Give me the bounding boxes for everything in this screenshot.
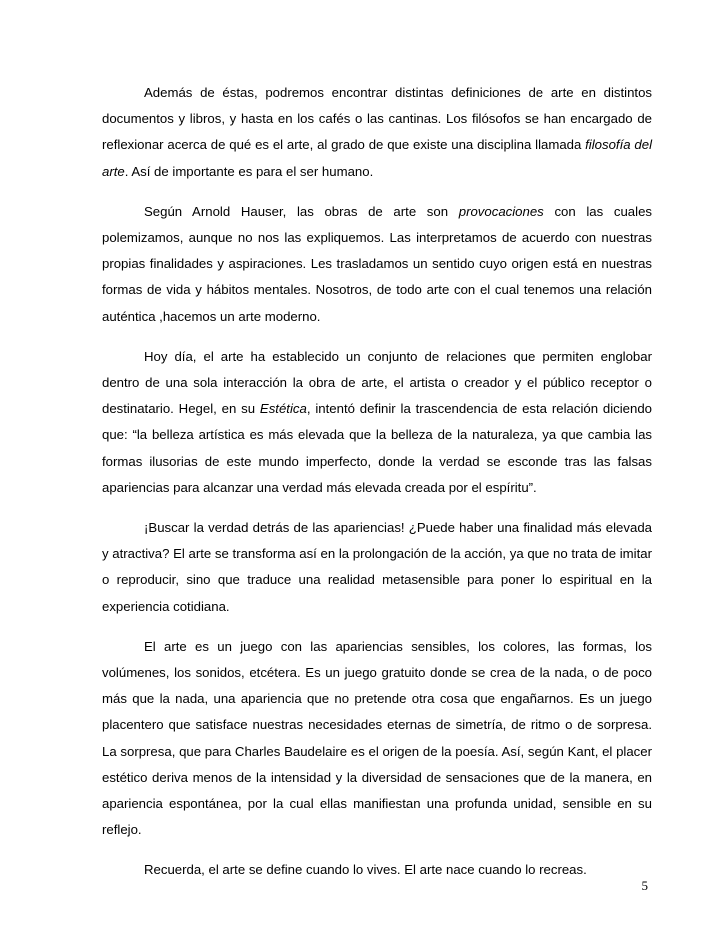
paragraph-1-italic-term: filosofía del arte [102,137,652,179]
page-number: 5 [641,878,648,893]
paragraph-5 [102,634,652,844]
paragraph-2-italic-term: provocaciones [458,203,544,219]
paragraph-5-text-1: El arte es un juego con las apariencias sensibles, los colores, las formas, los volúmenes, los sonidos, etcétera. Es un juego gratuito donde se crea de la nada, o de poco más que la nada, una apariencia que no pretende otra cosa que engañarnos. Es un juego placentero que satisface nuestras necesidades eternas de simetría, de ritmo o de sorpresa. La sorpresa, que para Charles Baudelaire es el origen de la poesía. Así, según Kant, el placer estético deriva menos de la intensidad y la diversidad de sensaciones que de la manera, en apariencia espontánea, por la cual ellas manifiestan una profunda unidad, sensible en su reflejo. [102,638,652,838]
paragraph-6 [102,857,652,883]
paragraph-3 [102,344,652,501]
paragraph-1-text-1: Además de éstas, podremos encontrar distintas definiciones de arte en distintos documentos y libros, y hasta en los cafés o las cantinas. Los filósofos se han encargado de reflexionar acerca de qué es el arte, al grado de que existe una disciplina llamada [102,85,652,153]
paragraph-3-italic-term: Estética [259,401,307,417]
paragraph-4-text-1: ¡Buscar la verdad detrás de las apariencias! ¿Puede haber una finalidad más elevada y atractiva? El arte se transforma así en la prolongación de la acción, ya que no trata de imitar o reproducir, sino que traduce una realidad metasensible para poner lo espiritual en la experiencia cotidiana. [102,520,652,614]
paragraph-2 [102,199,652,330]
paragraph-1-text-2: . Así de importante es para el ser humano. [124,163,374,179]
paragraph-4 [102,515,652,620]
paragraph-2-text-1: Según Arnold Hauser, las obras de arte son [144,203,459,219]
paragraph-3-text-2: , intentó definir la trascendencia de esta relación diciendo que: “la belleza artística es más elevada que la belleza de la naturaleza, ya que cambia las formas ilusorias de este mundo imperfecto, donde la verdad se esconde tras las falsas apariencias para alcanzar una verdad más elevada creada por el espíritu”. [102,401,652,495]
paragraph-2-text-2: con las cuales polemizamos, aunque no nos las expliquemos. Las interpretamos de acuerdo con nuestras propias finalidades y aspiraciones. Les trasladamos un sentido cuyo origen está en nuestras formas de vida y hábitos mentales. Nosotros, de todo arte con el cual tenemos una relación auténtica ,hacemos un arte moderno. [102,203,652,324]
paragraph-3-text-1: Hoy día, el arte ha establecido un conjunto de relaciones que permiten englobar dentro de una sola interacción la obra de arte, el artista o creador y el público receptor o destinatario. Hegel, en su [102,348,652,417]
paragraph-6-text-1: Recuerda, el arte se define cuando lo vives. El arte nace cuando lo recreas. [144,862,587,878]
body-text [102,80,652,898]
paragraph-1 [102,80,652,185]
